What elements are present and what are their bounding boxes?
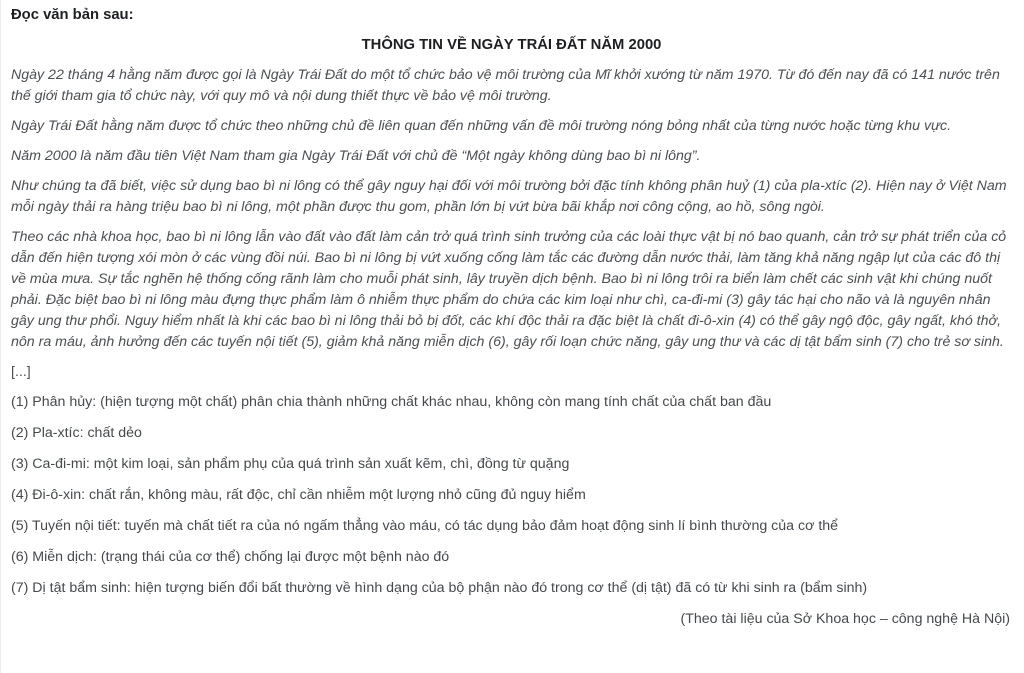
footnote-2: (2) Pla-xtíc: chất dẻo (11, 425, 142, 441)
footnotes-section (11, 392, 1012, 599)
footnote-5: (5) Tuyến nội tiết: tuyến mà chất tiết ra của nó ngấm thẳng vào máu, có tác dụng bảo đảm hoạt động sinh lí bình thường của cơ thể (11, 518, 839, 534)
footnote-7: (7) Dị tật bẩm sinh: hiện tượng biến đổi bất thường về hình dạng của bộ phận nào đó trong cơ thể (dị tật) đã có từ khi sinh ra (bẩm sinh) (11, 580, 868, 596)
footnote-1: (1) Phân hủy: (hiện tượng một chất) phân chia thành những chất khác nhau, không còn mang tính chất của chất ban đầu (11, 394, 772, 410)
passage-paragraph-2: Ngày Trái Đất hằng năm được tổ chức theo những chủ đề liên quan đến những vấn đề môi trường nóng bỏng nhất của từng nước hoặc từng khu vực. (11, 118, 952, 134)
passage-paragraph-4: Như chúng ta đã biết, việc sử dụng bao bì ni lông có thể gây nguy hại đối với môi trường bởi đặc tính không phân huỷ (1) của pla-xtíc (2). Hiện nay ở Việt Nam mỗi ngày thải ra hàng triệu bao bì ni lông, một phần được thu gom, phần lớn bị vứt bừa bãi khắp nơi công cộng, ao hồ, sông ngòi. (11, 178, 1007, 215)
footnote-4: (4) Đi-ô-xin: chất rắn, không màu, rất độc, chỉ cần nhiễm một lượng nhỏ cũng đủ nguy hiểm (11, 487, 586, 503)
footnote-3: (3) Ca-đi-mi: một kim loại, sản phẩm phụ của quá trình sản xuất kẽm, chì, đồng từ quặng (11, 456, 570, 472)
passage-paragraph-5: Theo các nhà khoa học, bao bì ni lông lẫn vào đất vào đất làm cản trở quá trình sinh trưởng của các loài thực vật bị nó bao quanh, cản trở sự phát triển của cỏ dẫn đến hiện tượng xói mòn ở các vùng đồi núi. Bao bì ni lông bị vứt xuống cống làm tắc các đường dẫn nước thải, làm tăng khả năng ngập lụt của các đô thị về mùa mưa. Sự tắc nghẽn hệ thống cống rãnh làm cho muỗi phát sinh, lây truyền dịch bệnh. Bao bì ni lông trôi ra biển làm chết các sinh vật khi chúng nuốt phải. Đặc biệt bao bì ni lông màu đựng thực phẩm làm ô nhiễm thực phẩm do chứa các kim loại như chì, ca-đi-mi (3) gây tác hại cho não và là nguyên nhân gây ung thư phổi. Nguy hiểm nhất là khi các bao bì ni lông thải bỏ bị đốt, các khí độc thải ra đặc biệt là chất đi-ô-xin (4) có thể gây ngộ độc, gây ngất, khó thở, nôn ra máu, ảnh hưởng đến các tuyến nội tiết (5), giảm khả năng miễn dịch (6), gây rối loạn chức năng, gây ung thư và các dị tật bẩm sinh (7) cho trẻ sơ sinh. (11, 229, 1007, 350)
passage-paragraph-3: Năm 2000 là năm đầu tiên Việt Nam tham gia Ngày Trái Đất với chủ đề “Một ngày không dùng bao bì ni lông”. (11, 148, 701, 164)
reading-prompt: Đọc văn bản sau: (11, 7, 134, 23)
footnote-6: (6) Miễn dịch: (trạng thái của cơ thể) chống lại được một bệnh nào đó (11, 549, 450, 565)
passage-paragraph-1: Ngày 22 tháng 4 hằng năm được gọi là Ngày Trái Đất do một tổ chức bảo vệ môi trường của Mĩ khởi xướng từ năm 1970. Từ đó đến nay đã có 141 nước trên thế giới tham gia tổ chức này, với quy mô và nội dung thiết thực về bảo vệ môi trường. (11, 67, 1000, 104)
passage-ellipsis: [...] (11, 364, 31, 380)
passage-title: THÔNG TIN VỀ NGÀY TRÁI ĐẤT NĂM 2000 (361, 37, 662, 53)
source-attribution: (Theo tài liệu của Sở Khoa học – công nghệ Hà Nội) (680, 611, 1010, 627)
